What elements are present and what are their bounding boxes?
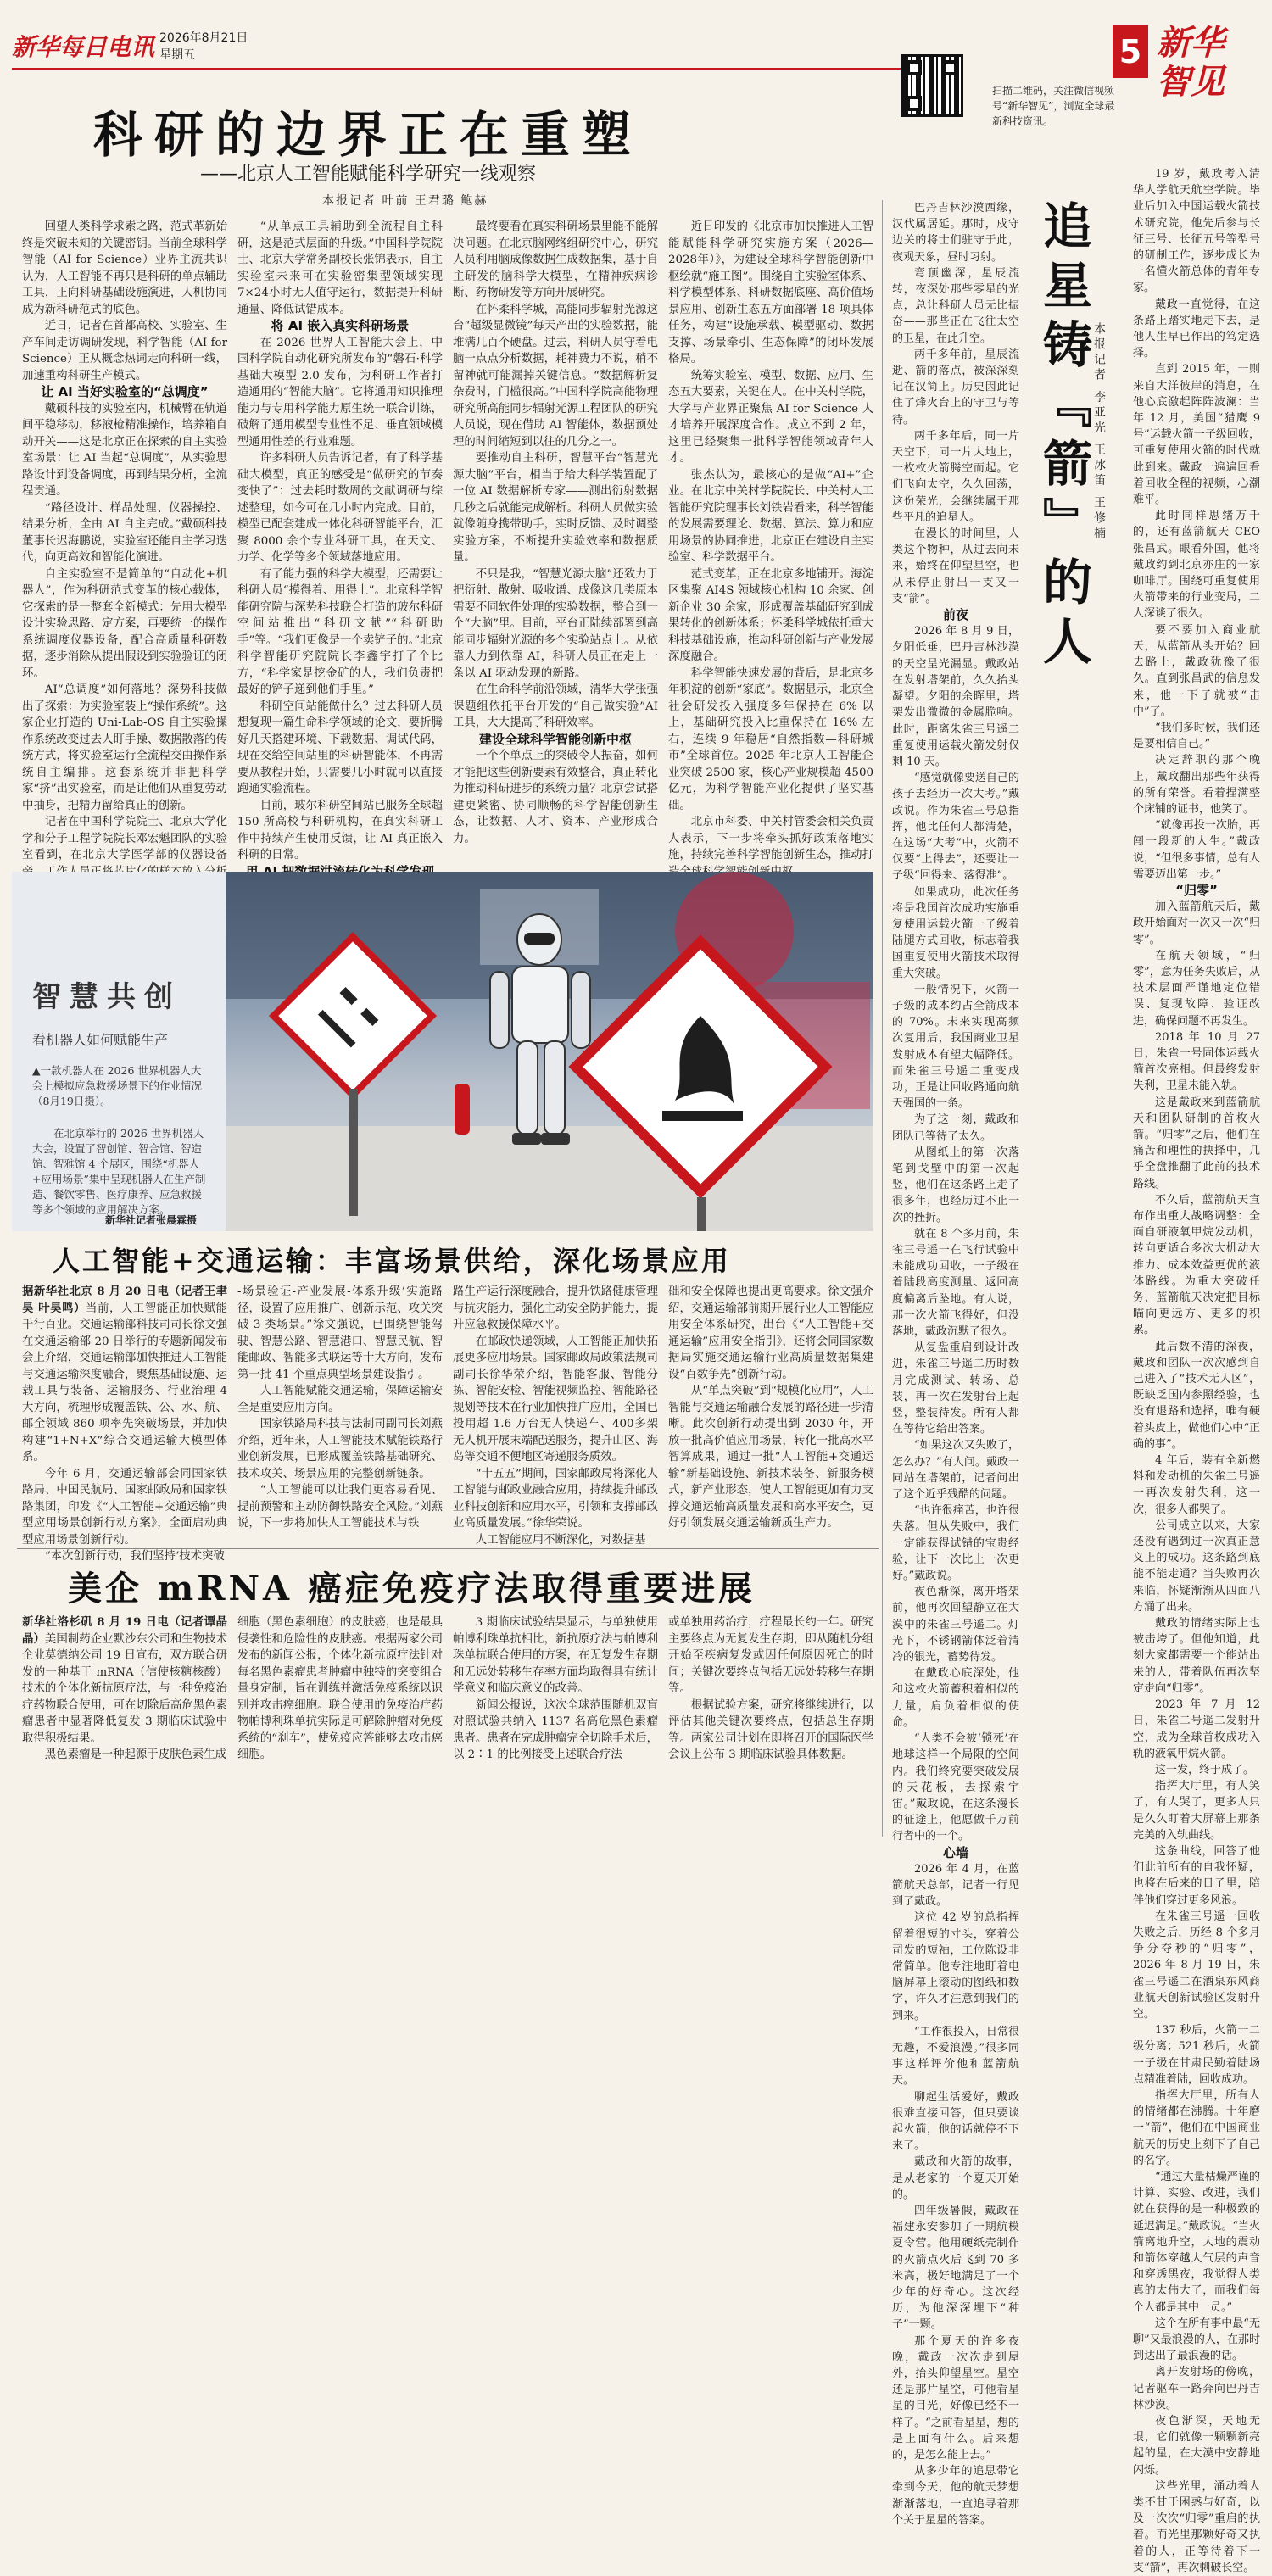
photo-credit: 新华社记者张晨霖摄 [105,1214,198,1226]
issue-date: 2026年8月21日 [159,31,248,45]
mrna-col-3: 3 期临床试验结果显示，与单独使用帕博利珠单抗相比，新抗原疗法与帕博利珠单抗联合使用的方案，在无复发生存期和无远处转移生存率方面均取得具有统计学意义和临床意义的改善。 新闻公报说，这次全球范围随机双盲对照试验共纳入 1137 名高危黑色素瘤患者。患者在完成肿瘤完全切除手术后，以 2∶1 的比例接受上述联合疗法 [453,1616,658,1761]
subhead: 心墙 [942,1844,968,1860]
mrna-col-4: 或单独用药治疗，疗程最长约一年。研究主要终点为无复发生存期，即从随机分组开始至疾病复发或因任何原因死亡的时间；关键次要终点包括无远处转移生存期等。 根据试验方案，研究将继续进行，以评估其他关键次要终点，包括总生存期等。两家公司计划在即将召开的国际医学会议上公布 3 期临床试验具体数据。 [668,1616,873,1761]
masthead [0,0,1272,127]
right-col-b: 19 岁，戴政考入清华大学航天航空学院。毕业后加入中国运载火箭技术研究院，他先后参与长征三号、长征五号等型号的研制工作，逐步成长为一名懂火箭总体的青年专家。 戴政一直觉得，在这条路上踏实地走下去，是他人生早已作出的笃定选择。 直到 2015 年，一则来自大洋彼岸的消息，在他心底激起阵阵波澜：当年 12 月，美国“猎鹰 9 号”运载火箭一子级回收，可重复使用火箭的时代就此到来。戴政一遍遍回看着回收全程的视频，心潮难平。 此时同样思绪万千的，还有蓝箭航天 CEO 张昌武。眼看外国，他将戴政约到北京亦庄的一家咖啡厅。围绕可重复使用火箭带来的行业变局，二人深谈了很久。 要不要加入商业航天，从蓝箭从头开始？回去路上，戴政犹豫了很久。直到张昌武的信息发来，他一下子就被“击中”了。 “我们多时候，我们还是要相信自己。” 决定辞职的那个晚上，戴政翻出那些年获得的所有荣誉。看着捏满整个床铺的证书，他笑了。 “就像再投一次胎，再闯一段新的人生。”戴政说，“但很多事情，总有人需要迈出第一步。” “归零” 加入蓝箭航天后，戴政开始面对一次又一次“归零”。 在航天领域，“归零”，意为任务失败后，从技术层面严谨地定位错误、复现故障、验证改进，确保问题不再发生。 2018 年 10 月 27 日，朱雀一号固体运载火箭首次亮相。但最终发射失利，卫星未能入轨。 这是戴政来到蓝箭航天和团队研制的首枚火箭。“归零”之后，他们在痛苦和理性的抉择中，几乎全盘推翻了此前的技术路线。 不久后，蓝箭航天宣布作出重大战略调整：全面自研液氧甲烷发动机，转向更适合多次大机动大推力、成本效益更优的液体路线。为重大突破任务，蓝箭航天决定把目标瞄向更远方、更多的积累。 此后数不清的深夜，戴政和团队一次次感到自己进入了“技术无人区”，既缺乏国内参照经验，也没有退路和选择，唯有硬着头皮上，做他们心中“正确的事”。 4 年后，装有全新燃料和发动机的朱雀二号遥一再次发射失利，这一次，很多人都哭了。 公司成立以来，大家还没有遇到过一次真正意义上的成功。这条路到底能不能走通？当失败再次来临，怀疑渐渐从四面八方涌了出来。 戴政的情绪实际上也被击垮了。但他知道，此刻大家都需要一个能站出来的人，带着队伍再次坚定走向“归零”。 2023 年 7 月 12 日，朱雀二号遥二发射升空，成为全球首枚成功入轨的液氧甲烷火箭。 这一发，终于成了。 指挥大厅里，有人笑了，有人哭了，更多人只是久久盯着大屏幕上那条完美的入轨曲线。 这条曲线，回答了他们此前所有的自我怀疑，也将在后来的日子里，陪伴他们穿过更多风浪。 在朱雀三号遥一回收失败之后，历经 8 个多月争分夺秒的“归零”，2026 年 8 月 19 日，朱雀三号遥二在酒泉东风商业航天创新试验区发射升空。 137 秒后，火箭一二级分离；521 秒后，火箭一子级在甘肃民勤着陆场点精准着陆，回收成功。 指挥大厅里，所有人的情绪都在沸腾。十年磨一“箭”，他们在中国商业航天的历史上刻下了自己的名字。 “通过大量枯燥严谨的计算、实验、改进，我们就在获得的是一种极致的延迟满足。”戴政说。“当火箭离地升空，大地的震动和箭体穿越大气层的声音和穿透黑夜，我觉得人类真的太伟大了，而我们每个人都是其中一员。” 这个在所有事中最“无聊”又最浪漫的人，在那时到达出了最浪漫的话。 离开发射场的傍晚，记者驱车一路奔向巴丹吉林沙漠。 夜色渐深，天地无垠，它们就像一颗颗新亮起的星，在大漠中安静地闪烁。 这些光里，涌动着人类不甘于困惑与好奇，以及一次次“归零”重启的执着。而光里那颗好奇又执着的人，正等待着下一支“箭”，再次刺破长空。 [1133,168,1260,2574]
page-number: 5 [1113,25,1148,78]
photo-caption-2: 在北京举行的 2026 世界机器人大会，设置了智创馆、智合馆、智造馆、智雅馆 4 个展区，围绕“机器人+应用场景”集中呈现机器人在生产制造、餐饮零售、医疗康养、应急救援等多个领域的应用解决方案。 [32,1127,206,1216]
dateline: 据新华社北京 8 月 20 日电（记者王聿昊 叶昊鸣） [22,1285,227,1315]
transport-col-4: 础和安全保障也提出更高要求。徐文强介绍，交通运输部前期开展行业人工智能应用安全体系研究，出台《“人工智能+交通运输”应用安全指引》，还将会同国家数据局实施交通运输行业高质量数据集建设“百数争先”创新行动。 从“单点突破”到“规模化应用”，人工智能与交通运输融合发展的路径进一步清晰。此次创新行动提出到 2030 年，开放一批高价值应用场景，转化一批高水平智算成果，通过一批“人工智能+交通运输”新基础设施、新技术装备、新服务模式，新产业形态，使人工智能更加有力支撑交通运输高质量发展和高水平安全，更好引领发展交通运输新质生产力。 [668,1285,873,1530]
photo-text-panel [12,872,226,1231]
transport-col-1: 据新华社北京 8 月 20 日电（记者王聿昊 叶昊鸣）当前，人工智能正加快赋能千行百业。交通运输部科技司司长徐文强在交通运输部 20 日举行的专题新闻发布会上介绍，交通运输部加快推进人工智能与交通运输深度融合，聚焦基础设施、运载工具与装备、运输服务、行业治理 4 大方向，梳理形成覆盖铁、公、水、航、邮全领域 860 项率先突破场景，并加快构建“1+N+X”综合交通运输大模型体系。 今年 6 月，交通运输部会同国家铁路局、中国民航局、国家邮政局和国家铁路集团，印发《“人工智能+交通运输”典型应用场景创新行动方案》，全面启动典型应用场景创新行动。 “本次创新行动，我们坚持‘技术突破 [22,1285,228,1563]
subhead: 将 AI 嵌入真实科研场景 [271,318,410,333]
top-col-1: 回望人类科学求索之路，范式革新始终是突破未知的关键密钥。当前全球科学智能（AI for Science）业界主流共识认为，人工智能不再只是科研的单点辅助工具，正向科研基础设施演进，人机协同成为新科研范式的底色。 近日，记者在首都高校、实验室、生产车间走访调研发现，科学智能（AI for Science）正从概念热词走向科研一线，加速重构科研生产模式。 让 AI 当好实验室的“总调度” 戴硕科技的实验室内，机械臂在轨道间平稳移动，移液枪精准操作，培养箱自动开关——这是北京正在探索的自主实验室场景：让 AI 当起“总调度”，从实验思路设计到设备调度，再到结果分析，全流程贯通。 “路径设计、样品处理、仪器操控、结果分析，全由 AI 自主完成。”戴硕科技董事长迟海鹏说，实验室还能自主学习迭代，向更高效和智能化演进。 自主实验室不是简单的“自动化+机器人”，作为科研范式变革的核心载体，它探索的是一整套全新模式：先用大模型设计实验思路、定方案，再要统一的操作系统调度仪器设备，配合高质量科研数据，逐步消除从提出假设到实验验证的闭环。 AI“总调度”如何落地？深势科技做出了探索：为实验室装上“操作系统”。这家企业打造的 Uni-Lab-OS 自主实验操作系统改变过去人盯手操、数据散落的传统方式，将实验室运行全流程交由操作系统自主编排。这套系统并非把科学家“挤”出实验室，而是让他们从重复劳动中抽身，把精力留给真正的创新。 记者在中国科学院院士、北京大学化学和分子工程学院院长邓宏魁团队的实验室看到，在北京大学医学部的仪器设备 [22,220,227,861]
dateline: 新华社洛杉矶 8 月 19 日电（记者谭晶晶） [22,1615,227,1646]
qr-code[interactable] [901,54,963,117]
photo-caption: ▲一款机器人在 2026 世界机器人大会上模拟应急救援场景下的作业情况（8月19日摄）。 [32,1064,203,1107]
right-feature-title: 追星铸『箭』的人 [1035,200,1092,675]
photo-feature [12,872,873,1231]
robot-scene-illustration [226,872,873,1231]
top-col-3: 最终要看在真实科研场景里能不能解决问题。在北京脑网络组研究中心，研究人员利用脑成像数据生成数据集，基于自主研发的脑科学大模型，在精神疾病诊断、药物研发等方向开展研究。 在怀柔科学城，高能同步辐射光源这台“超级显微镜”每天产出的实验数据，能堆满几百个硬盘。过去，科研人员守着电脑一点点分析数据，耗神费力不说，稍不留神就可能漏掉关键信息。“数据解析复杂费时，门槛很高。”中国科学院高能物理研究所高能同步辐射光源工程团队的研究人员说，现在借助 AI 智能体，数据预处理的时间缩短到以往的几分之一。 要推动自主科研，智慧平台“智慧光源大脑”平台，相当于给大科学装置配了一位 AI 数据解析专家——测出衍射数据几秒之后就能完成解析。科研人员做实验就像随身携带助手，实时反馈、及时调整实验方案，不断提升实验效率和数据质量。 不只是我，“智慧光源大脑”还致力于把衍射、散射、吸收谱、成像这几类原本需要不同软件处理的实验数据，整合到一个“大脑”里。目前，平台正陆续部署到高能同步辐射光源的多个实验站点上。从依靠人力到依靠 AI，科研人员正在走上一条以 AI 驱动发现的新路。 在生命科学前沿领域，清华大学张强课题组依托平台开发的“自己做实验”AI工具，大大提高了科研效率。 建设全球科学智能创新中枢 一个个单点上的突破令人振奋，如何才能把这些创新要素有效整合，真正转化为推动科研进步的系统力量？北京尝试搭建更紧密、协同顺畅的科学智能创新生态，让数据、人才、资本、产业形成合力。 [453,220,658,845]
photo-feature-subtitle: 看机器人如何赋能生产 [32,1032,169,1048]
page-title: 科研的边界正在重塑 [93,106,644,164]
right-col-a: 巴丹吉林沙漠西缘，汉代属居延。那时，戍守边关的将士们驻守于此，夜观天象，昼时习射。 弯顶幽深，星辰流转，夜深处那些零星的光点，总让科研人员无比振奋——那些正在飞往太空的卫星，在此升空。 两千多年前，星辰流逝、箭的落点，被深深刻记在汉简上。历史因此记住了烽火台上的守卫与等待。 两千多年后，同一片天空下，同一片大地上，一枚枚火箭腾空而起。它们飞向太空，久久回荡，这份荣光，会继续属于那些平凡的追星人。 在漫长的时间里，人类这个物种，从过去向未来，始终在仰望星空，也从未停止射出一支又一支“箭”。 前夜 2026 年 8 月 9 日，夕阳低垂，巴丹吉林沙漠的天空呈光漏显。戴政站在发射塔架前，久久抬头凝望。夕阳的余晖里，塔架发出微微的金属脆响。此时，距离朱雀三号遥二重复使用运载火箭发射仅剩 10 天。 “感觉就像要送自己的孩子去经历一次大考。”戴政说。作为朱雀三号总指挥，他比任何人都清楚，在这场“大考”中，火箭不仅要“上得去”，还要让一子级“回得来、落得准”。 如果成功，此次任务将是我国首次成功实施重复使用运载火箭一子级着陆腿方式回收，标志着我国重复使用火箭技术取得重大突破。 一般情况下，火箭一子级的成本约占全箭成本的 70%。未来实现高频次复用后，我国商业卫星发射成本有望大幅降低。而朱雀三号遥二重变成功，正是让回收路通向航天强国的一条。 为了这一刻，戴政和团队已等待了太久。 从图纸上的第一次落笔到戈壁中的第一次起竖，他们在这条路上走了很多年，也经历过不止一次的挫折。 就在 8 个多月前，朱雀三号遥一在飞行试验中未能成功回收，一子级在着陆段高度测量、返回高度偏离后坠地。有人说，那一次火箭飞得好，但没落地，戴政沉默了很久。 从复盘重启到设计改进，朱雀三号遥二历时数月完成测试、转场、总装，再一次在发射台上起竖，整装待发。所有人都在等待它给出答案。 “如果这次又失败了，怎么办？”有人问。戴政一同站在塔架前，记者问出了这个近乎残酷的问题。 “也许很痛苦，也许很失落。但从失败中，我们一定能获得试错的宝贵经验，让下一次比上一次更好。”戴政说。 夜色渐深，离开塔架前，他再次回望静立在大漠中的朱雀三号遥二。灯光下，不锈钢箭体泛着清冷的银光，蓄势待发。 在戴政心底深处，他和这枚火箭蓄积着相似的力量，肩负着相似的使命。 “人类不会被‘锁死’在地球这样一个局限的空间内。我们终究要突破发展的天花板，去探索宇宙。”戴政说，在这条漫长的征途上，他愿做千万前行者中的一个。 心墙 2026 年 4 月，在蓝箭航天总部，记者一行见到了戴政。 这位 42 岁的总指挥留着很短的寸头，穿着公司发的短袖，工位陈设非常简单。他专注地盯着电脑屏幕上滚动的图纸和数字，许久才注意到我们的到来。 “工作很投入，日常很无趣，不爱浪漫。”很多同事这样评价他和蓝箭航天。 聊起生活爱好，戴政很难直接回答，但只要谈起火箭，他的话就停不下来了。 戴政和火箭的故事，是从老家的一个夏天开始的。 四年级暑假，戴政在福建永安参加了一期航模夏令营。他用硬纸壳制作的火箭点火后飞到 70 多米高，极好地满足了一个少年的好奇心。这次经历，为他深深埋下“种子”一颗。 那个夏天的许多夜晚，戴政一次次走到屋外，抬头仰望星空。星空还是那片星空，可他看星星的目光，好像已经不一样了。“之前看星星，想的是上面有什么。后来想的，是怎么能上去。” 从多少年的追思带它牵到今天，他的航天梦想渐渐落地，一直追寻着那个关于星星的答案。 [892,202,1019,2527]
section-name: 新华智见 [1157,23,1225,102]
subhead: “归零” [1175,882,1218,898]
top-col-4: 近日印发的《北京市加快推进人工智能赋能科学研究实施方案（2026—2028年）》，为建设全球科学智能创新中枢绘就“施工图”。围绕自主实验室体系、科学模型体系、科研数据底座、高价值场景应用、创新生态五方面部署 18 项具体任务，构建“设施承载、模型驱动、数据支撑、场景牵引、生态保障”的闭环发展格局。 统筹实验室、模型、数据、应用、生态五大要素，关键在人。在中关村学院，大学与产业界正聚焦 AI for Science 人才培养开展深度合作。成立不到 2 年，这里已经聚集一批科学智能领域青年人才。 张杰认为，最核心的是做“AI+”企业。在北京中关村学院院长、中关村人工智能研究院理事长刘铁岩看来，科学智能的发展需要理论、数据、算法、算力和应用场景的协同推进，北京正在建设自主实验室、科学数据平台。 范式变革，正在北京多地铺开。海淀区集聚 AI4S 领域核心机构 10 余家、创新企业 30 余家，形成覆盖基础研究到成果转化的创新体系；怀柔科学城依托重大科技基础设施，推动科研创新与产业发展深度融合。 科学智能快速发展的背后，是北京多年积淀的创新“家底”。数据显示，北京全社会研发投入强度多年保持在 6% 以上，基础研究投入比重保持在 16% 左右，连续 9 年稳居“自然指数—科研城市”全球首位。2025 年北京人工智能企业突破 2500 家，核心产业规模超 4500 亿元，为科学智能产业化提供了坚实基础。 北京市科委、中关村管委会相关负责人表示，下一步将牵头抓好政策落地实施，持续完善科学智能创新生态，推动打 [668,220,873,861]
paper-name: 新华每日电讯 [12,33,155,61]
top-col-2: “从单点工具辅助到全流程自主科研，这是范式层面的升级。”中国科学院院士、北京大学常务副校长张锦表示，自主实验室未来可在实验密集型领域实现7×24小时无人值守运行，数据提升科研通量、降低试错成本。 将 AI 嵌入真实科研场景 在 2026 世界人工智能大会上，中国科学院自动化研究所发布的“磐石·科学基础大模型 2.0 发布，为科研工作者打造通用的“智能大脑”。它将通用知识推理能力与专用科学能力原生统一联合训练，破解了通用模型专业性不足、垂直领域模型通用性差的行业难题。 许多科研人员告诉记者，有了科学基础大模型，真正的感受是“做研究的节奏变快了”：过去耗时数周的文献调研与综述整理，如今可在几小时内完成。目前，模型已配套建成一体化科研智能平台，汇聚 8000 余个专业科研工具，在天文、力学、化学等多个领域落地应用。 有了能力强的科学大模型，还需要让科研人员“摸得着、用得上”。北京科学智能研究院与深势科技联合打造的玻尔科研空间站推出“科研文献”“科研助手”等。“我们更像是一个卖铲子的。”北京科学智能研究院院长李鑫宇打了个比方，“科学家是挖金矿的人，我们负责把最好的铲子递到他们手里。” 科研空间站能做什么？过去科研人员想复现一篇生命科学领域的论文，要折腾好几天搭建环境、下载数据、调试代码，现在交给空间站里的科研智能体，不再需要从教程开始，只需要几小时就可以直接跑通实验流程。 目前，玻尔科研空间站已服务全球超 150 所高校与科研机构，在真实科研工作中持续产生使用反馈，让 AI 真正嵌入科研的日常。 [237,219,443,865]
mrna-headline: 美企 mRNA 癌症免疫疗法取得重要进展 [68,1569,756,1609]
subhead: 让 AI 当好实验室的“总调度” [41,384,209,399]
article-byline: 本报记者 叶前 王君璐 鲍赫 [322,194,488,208]
transport-col-2: -场景验证-产业发展-体系升级’实施路径，设置了应用推广、创新示范、攻关突破 3 类场景。”徐文强说，已围绕智能驾驶、智慧公路、智慧港口、智慧民航、智能邮政、智能多式联运等十大方向，发布第一批 41 个重点典型场景建设指引。 人工智能赋能交通运输，保障运输安全是重要应用方向。 国家铁路局科技与法制司副司长刘燕介绍，近年来，人工智能技术赋能铁路行业创新发展，已形成覆盖铁路基础研究、技术攻关、场景应用的完整创新链条。 “人工智能可以让我们更容易看见、提前预警和主动防御铁路安全风险。”刘燕说，下一步将加快人工智能技术与铁 [237,1285,443,1530]
mrna-col-2: 细胞（黑色素细胞）的皮肤癌，也是最具侵袭性和危险性的皮肤癌。根据两家公司发布的新闻公报，个体化新抗原疗法针对每名黑色素瘤患者肿瘤中独特的突变组合量身定制，旨在训练并激活免疫系统以识别并攻击癌细胞。联合使用的免疫治疗药物帕博利珠单抗实际是可解除肿瘤对免疫系统的“刹车”，使免疫应答能够去攻击癌细胞。 [237,1616,443,1761]
subhead: 前夜 [942,607,968,623]
transport-col-3: 路生产运行深度融合，提升铁路健康管理与抗灾能力，强化主动安全防护能力，提升应急救援保障水平。 在邮政快递领域，人工智能正加快拓展更多应用场景。国家邮政局政策法规司副司长徐华荣介绍，智能客服、智能分拣、智能安检、智能视频监控、智能路径规划等技术在行业加快推广应用，全国已投用超 1.6 万台无人快递车、400多架无人机开展末端配送服务，提升山区、海岛等交通不便地区寄递服务质效。 “十五五”期间，国家邮政局将深化人工智能与邮政业融合应用，持续提升邮政业科技创新和应用水平，引领和支撑邮政业高质量发展。”徐华荣说。 人工智能应用不断深化，对数据基 [453,1285,658,1547]
right-feature-byline: 本报记者 李亚光 王冰笛 王修楠 [1092,322,1106,543]
issue-weekday: 星期五 [159,48,195,62]
transport-headline: 人工智能+交通运输：丰富场景供给，深化场景应用 [53,1245,731,1277]
subhead: 建设全球科学智能创新中枢 [478,731,632,747]
article-subtitle: ——北京人工智能赋能科学研究一线观察 [200,164,537,185]
qr-caption: 扫描二维码，关注微信视频号“新华智见”，浏览全球最新科技资讯。 [992,85,1115,127]
mrna-col-1: 新华社洛杉矶 8 月 19 日电（记者谭晶晶）美国制药企业默沙东公司和生物技术企业莫德纳公司 19 日宣布，双方联合研发的一种基于 mRNA（信使核糖核酸）技术的个体化新抗原疗法，与一种免疫治疗药物联合使用，可在切除后高危黑色素瘤患者中显著降低复发 3 期临床试验中取得积极结果。 黑色素瘤是一种起源于皮肤色素生成 [22,1615,228,1761]
photo-feature-title: 智慧共创 [32,980,181,1014]
robot-expo-photo [226,872,873,1231]
